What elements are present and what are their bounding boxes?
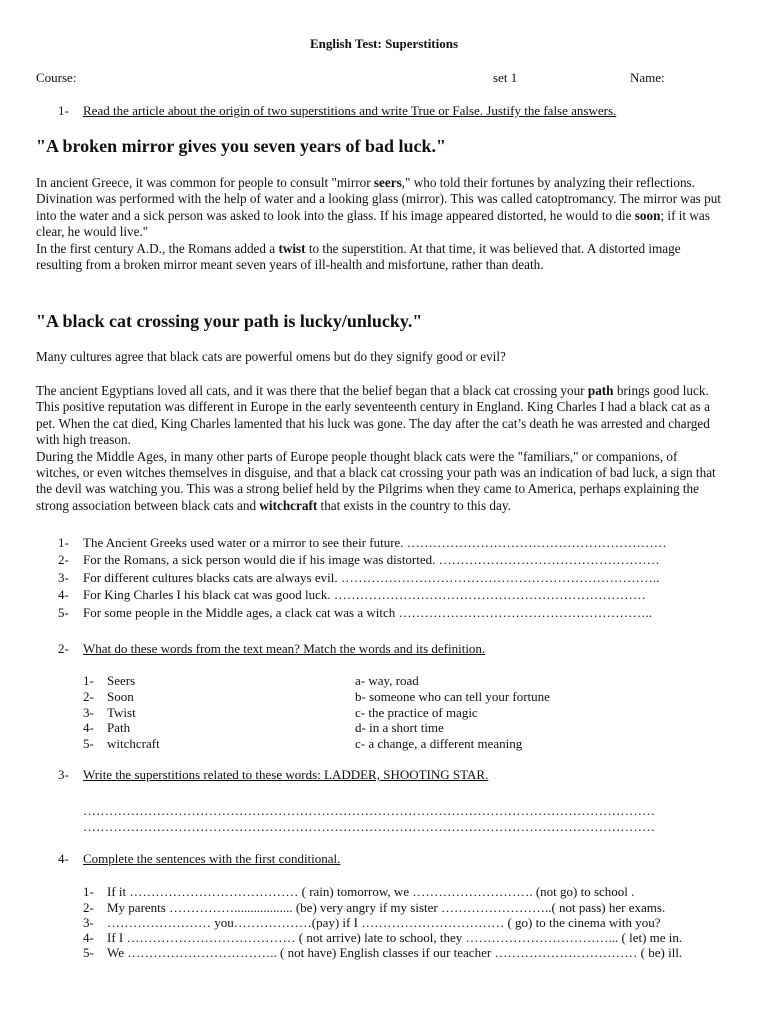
keyword-soon: soon: [634, 207, 661, 223]
conditional-sentence: If it ………………………………… ( rain) tomorrow, we ………………………. (not go) to school .: [107, 884, 635, 899]
tf-item-number: 5-: [58, 605, 69, 620]
conditional-sentence: If I ………………………………… ( not arrive) late to school, they ……………………………... ( let) me in.: [107, 930, 683, 945]
question-3-instruction: Write the superstitions related to these words: LADDER, SHOOTING STAR.: [83, 767, 489, 782]
match-word: Path: [107, 720, 131, 735]
match-definition: c- the practice of magic: [355, 705, 478, 720]
match-number: 1-: [83, 673, 94, 688]
article-1-heading: "A broken mirror gives you seven years of bad luck.": [36, 136, 447, 156]
answer-line[interactable]: ……………………………………………………………………………………………………………………: [83, 819, 655, 834]
tf-item-number: 3-: [58, 570, 69, 585]
tf-item: For the Romans, a sick person would die if his image was distorted. ……………………………………………: [83, 552, 660, 567]
match-word: Twist: [107, 705, 136, 720]
match-definition: b- someone who can tell your fortune: [355, 689, 550, 704]
conditional-number: 5-: [83, 945, 94, 960]
match-definition: a- way, road: [355, 673, 419, 688]
article-1-body: [36, 175, 724, 273]
question-1-number: 1-: [58, 103, 69, 118]
conditional-sentence: My parents …………….................. (be) very angry if my sister ……………………..( not pass) her exams.: [107, 900, 666, 915]
match-number: 2-: [83, 689, 94, 704]
tf-item: The Ancient Greeks used water or a mirror to see their future. ……………………………………………………: [83, 535, 667, 550]
article-2-body: [36, 383, 724, 514]
question-1-instruction: Read the article about the origin of two superstitions and write True or False. Justify the false answers.: [83, 103, 617, 118]
text: brings good luck. This positive reputation was different in Europe in the early seventeenth century in England. King Charles I had a black cat as a pet. When the cat died, King Charles lamented that his luck was gone. The day after the cat’s death he was arrested and charged with high treason.: [36, 383, 710, 448]
question-4-instruction: Complete the sentences with the first conditional.: [83, 851, 341, 866]
question-4-number: 4-: [58, 851, 69, 866]
course-label: Course:: [36, 70, 77, 85]
article-1-paragraph-2: [36, 241, 724, 274]
tf-item: For King Charles I his black cat was good luck. ………………………………………………………………: [83, 587, 646, 602]
match-word: witchcraft: [107, 736, 160, 751]
tf-item-number: 2-: [58, 552, 69, 567]
answer-line[interactable]: ……………………………………………………………………………………………………………………: [83, 803, 655, 818]
match-word: Seers: [107, 673, 136, 688]
match-definition: c- a change, a different meaning: [355, 736, 523, 751]
match-number: 5-: [83, 736, 94, 751]
tf-item-number: 1-: [58, 535, 69, 550]
conditional-sentence: …………………… you………………(pay) if I …………………………… ( go) to the cinema with you?: [107, 915, 661, 930]
article-1-paragraph-1: [36, 175, 724, 241]
article-2-intro: Many cultures agree that black cats are powerful omens but do they signify good or evil?: [36, 349, 506, 364]
conditional-number: 2-: [83, 900, 94, 915]
question-2-instruction: What do these words from the text mean? Match the words and its definition.: [83, 641, 486, 656]
conditional-number: 1-: [83, 884, 94, 899]
text: In ancient Greece, it was common for people to consult "mirror: [36, 175, 374, 190]
match-number: 3-: [83, 705, 94, 720]
text: to the superstition. At that time, it was believed that. A distorted image resulting from a broken mirror meant seven years of ill-health and misfortune, rather than death.: [36, 240, 681, 273]
article-2-heading: "A black cat crossing your path is lucky/unlucky.": [36, 311, 423, 331]
question-3-number: 3-: [58, 767, 69, 782]
text: During the Middle Ages, in many other parts of Europe people thought black cats were the "familiars," or companions, of witches, or even witches themselves in disguise, and that a black cat crossing your path was an indication of bad luck, a sign that the devil was watching you. This was a strong belief held by the Pilgrims when they came to America, perhaps explaining the strong association between black cats and: [36, 448, 716, 513]
document-title: English Test: Superstitions: [309, 36, 459, 51]
keyword-witchcraft: witchcraft: [259, 497, 318, 513]
text: ," who told their fortunes by analyzing their reflections. Divination was performed with the help of water and a looking glass (mirror). This was called catoptromancy. The mirror was put into the water and a sick person was asked to look into the glass. If his image appeared distorted, he would to die: [36, 175, 721, 223]
text: that exists in the country to this day.: [317, 497, 511, 513]
conditional-sentence: We …………………………….. ( not have) English classes if our teacher …………………………… ( be) ill.: [107, 945, 683, 960]
keyword-seers: seers: [373, 175, 402, 190]
name-label: Name:: [630, 70, 665, 85]
keyword-path: path: [587, 383, 614, 398]
conditional-number: 3-: [83, 915, 94, 930]
article-2-paragraph-1: [36, 383, 724, 449]
tf-item: For some people in the Middle ages, a clack cat was a witch …………………………………………………..: [83, 605, 653, 620]
set-label: set 1: [493, 70, 518, 85]
conditional-number: 4-: [83, 930, 94, 945]
text: ; if it was clear, he would live.": [36, 207, 710, 240]
match-definition: d- in a short time: [355, 720, 444, 735]
question-2-number: 2-: [58, 641, 69, 656]
match-number: 4-: [83, 720, 94, 735]
article-2-paragraph-2: [36, 449, 724, 515]
tf-item-number: 4-: [58, 587, 69, 602]
text: In the first century A.D., the Romans added a: [36, 240, 279, 256]
match-word: Soon: [107, 689, 134, 704]
text: The ancient Egyptians loved all cats, and it was there that the belief began that a black cat crossing your: [36, 383, 588, 398]
tf-item: For different cultures blacks cats are always evil. ………………………………………………………………..: [83, 570, 660, 585]
keyword-twist: twist: [278, 240, 306, 256]
